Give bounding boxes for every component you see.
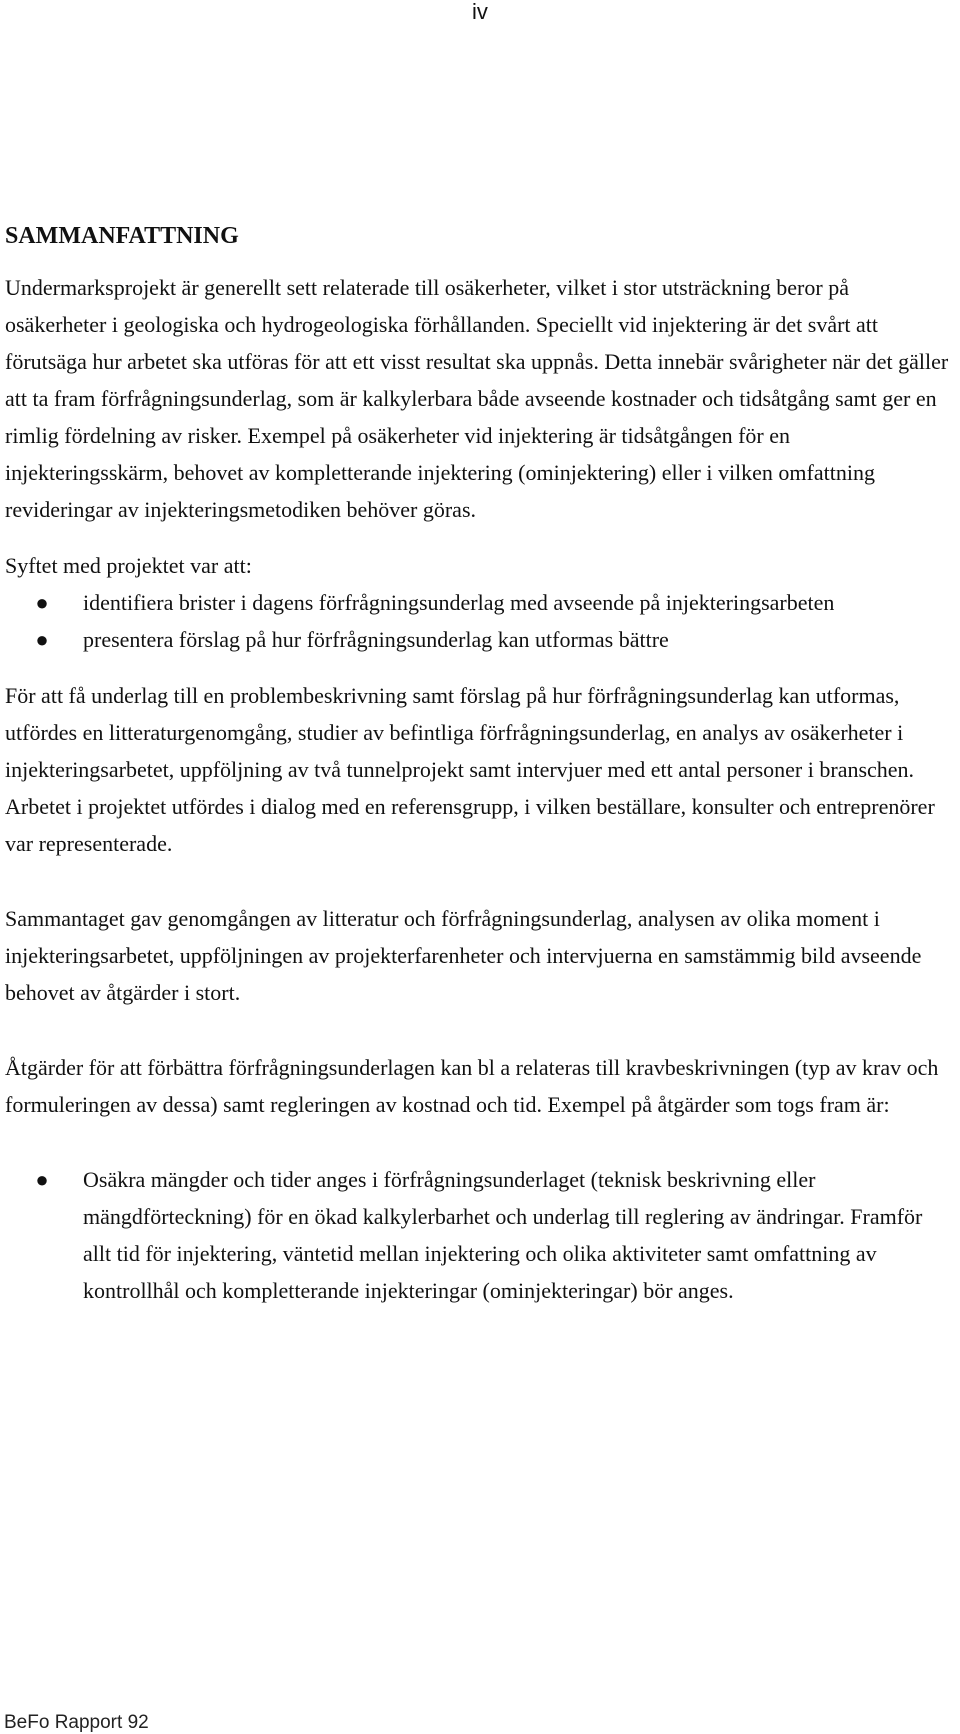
paragraph-summary: Sammantaget gav genomgången av litteratur och förfrågningsunderlag, analysen av olika moment i injekteringsarbetet, uppföljningen av projekterfarenheter och intervjuerna en samstämmig bild avseende behovet av åtgärder i stort.: [5, 906, 922, 1005]
list-item-text: identifiera brister i dagens förfrågningsunderlag med avseende på injekteringsarbeten: [83, 590, 835, 615]
list-item-text: Osäkra mängder och tider anges i förfrågningsunderlaget (teknisk beskrivning eller mängdförteckning) för en ökad kalkylerbarhet och underlag till reglering av ändringar. Framför allt tid för injektering, väntetid mellan injektering och olika aktiviteter samt omfattning av kontrollhål och kompletterande injekteringar (ominjekteringar) bör anges.: [83, 1167, 923, 1303]
document-body: [5, 222, 955, 1309]
bullet-icon: ●: [35, 590, 49, 615]
measures-list: [5, 1161, 955, 1309]
spacer: [5, 862, 955, 900]
paragraph-measures: Åtgärder för att förbättra förfrågningsunderlagen kan bl a relateras till kravbeskrivningen (typ av krav och formuleringen av dessa) samt regleringen av kostnad och tid. Exempel på åtgärder som togs fram är:: [5, 1055, 939, 1117]
paragraph-intro: Undermarksprojekt är generellt sett relaterade till osäkerheter, vilket i stor utsträckning beror på osäkerheter i geologiska och hydrogeologiska förhållanden. Speciellt vid injektering är det svårt att förutsäga hur arbetet ska utföras för att ett visst resultat ska uppnås. Detta innebär svårigheter när det gäller att ta fram förfrågningsunderlag, som är kalkylerbara både avseende kostnader och tidsåtgång samt ger en rimlig fördelning av risker. Exempel på osäkerheter vid injektering är tidsåtgången för en injekteringsskärm, behovet av kompletterande injektering (ominjektering) eller i vilken omfattning revideringar av injekteringsmetodiken behöver göras.: [5, 275, 949, 522]
list-item: [5, 621, 955, 658]
bullet-icon: ●: [35, 1167, 49, 1192]
spacer: [5, 528, 955, 547]
spacer: [5, 1123, 955, 1161]
section-title: SAMMANFATTNING: [5, 223, 239, 249]
page-number: iv: [472, 0, 488, 24]
list-item: [5, 1161, 955, 1309]
purpose-intro: Syftet med projektet var att:: [5, 553, 252, 578]
list-item: [5, 584, 955, 621]
spacer: [5, 658, 955, 677]
bullet-icon: ●: [35, 627, 49, 652]
list-item-text: presentera förslag på hur förfrågningsunderlag kan utformas bättre: [83, 627, 669, 652]
purpose-list: [5, 584, 955, 658]
report-footer: BeFo Rapport 92: [4, 1712, 149, 1733]
spacer: [5, 1011, 955, 1049]
paragraph-method: För att få underlag till en problembeskrivning samt förslag på hur förfrågningsunderlag kan utformas, utfördes en litteraturgenomgång, studier av befintliga förfrågningsunderlag, en analys av osäkerheter i injekteringsarbetet, uppföljning av två tunnelprojekt samt intervjuer med ett antal personer i branschen. Arbetet i projektet utfördes i dialog med en referensgrupp, i vilken beställare, konsulter och entreprenörer var representerade.: [5, 683, 935, 856]
